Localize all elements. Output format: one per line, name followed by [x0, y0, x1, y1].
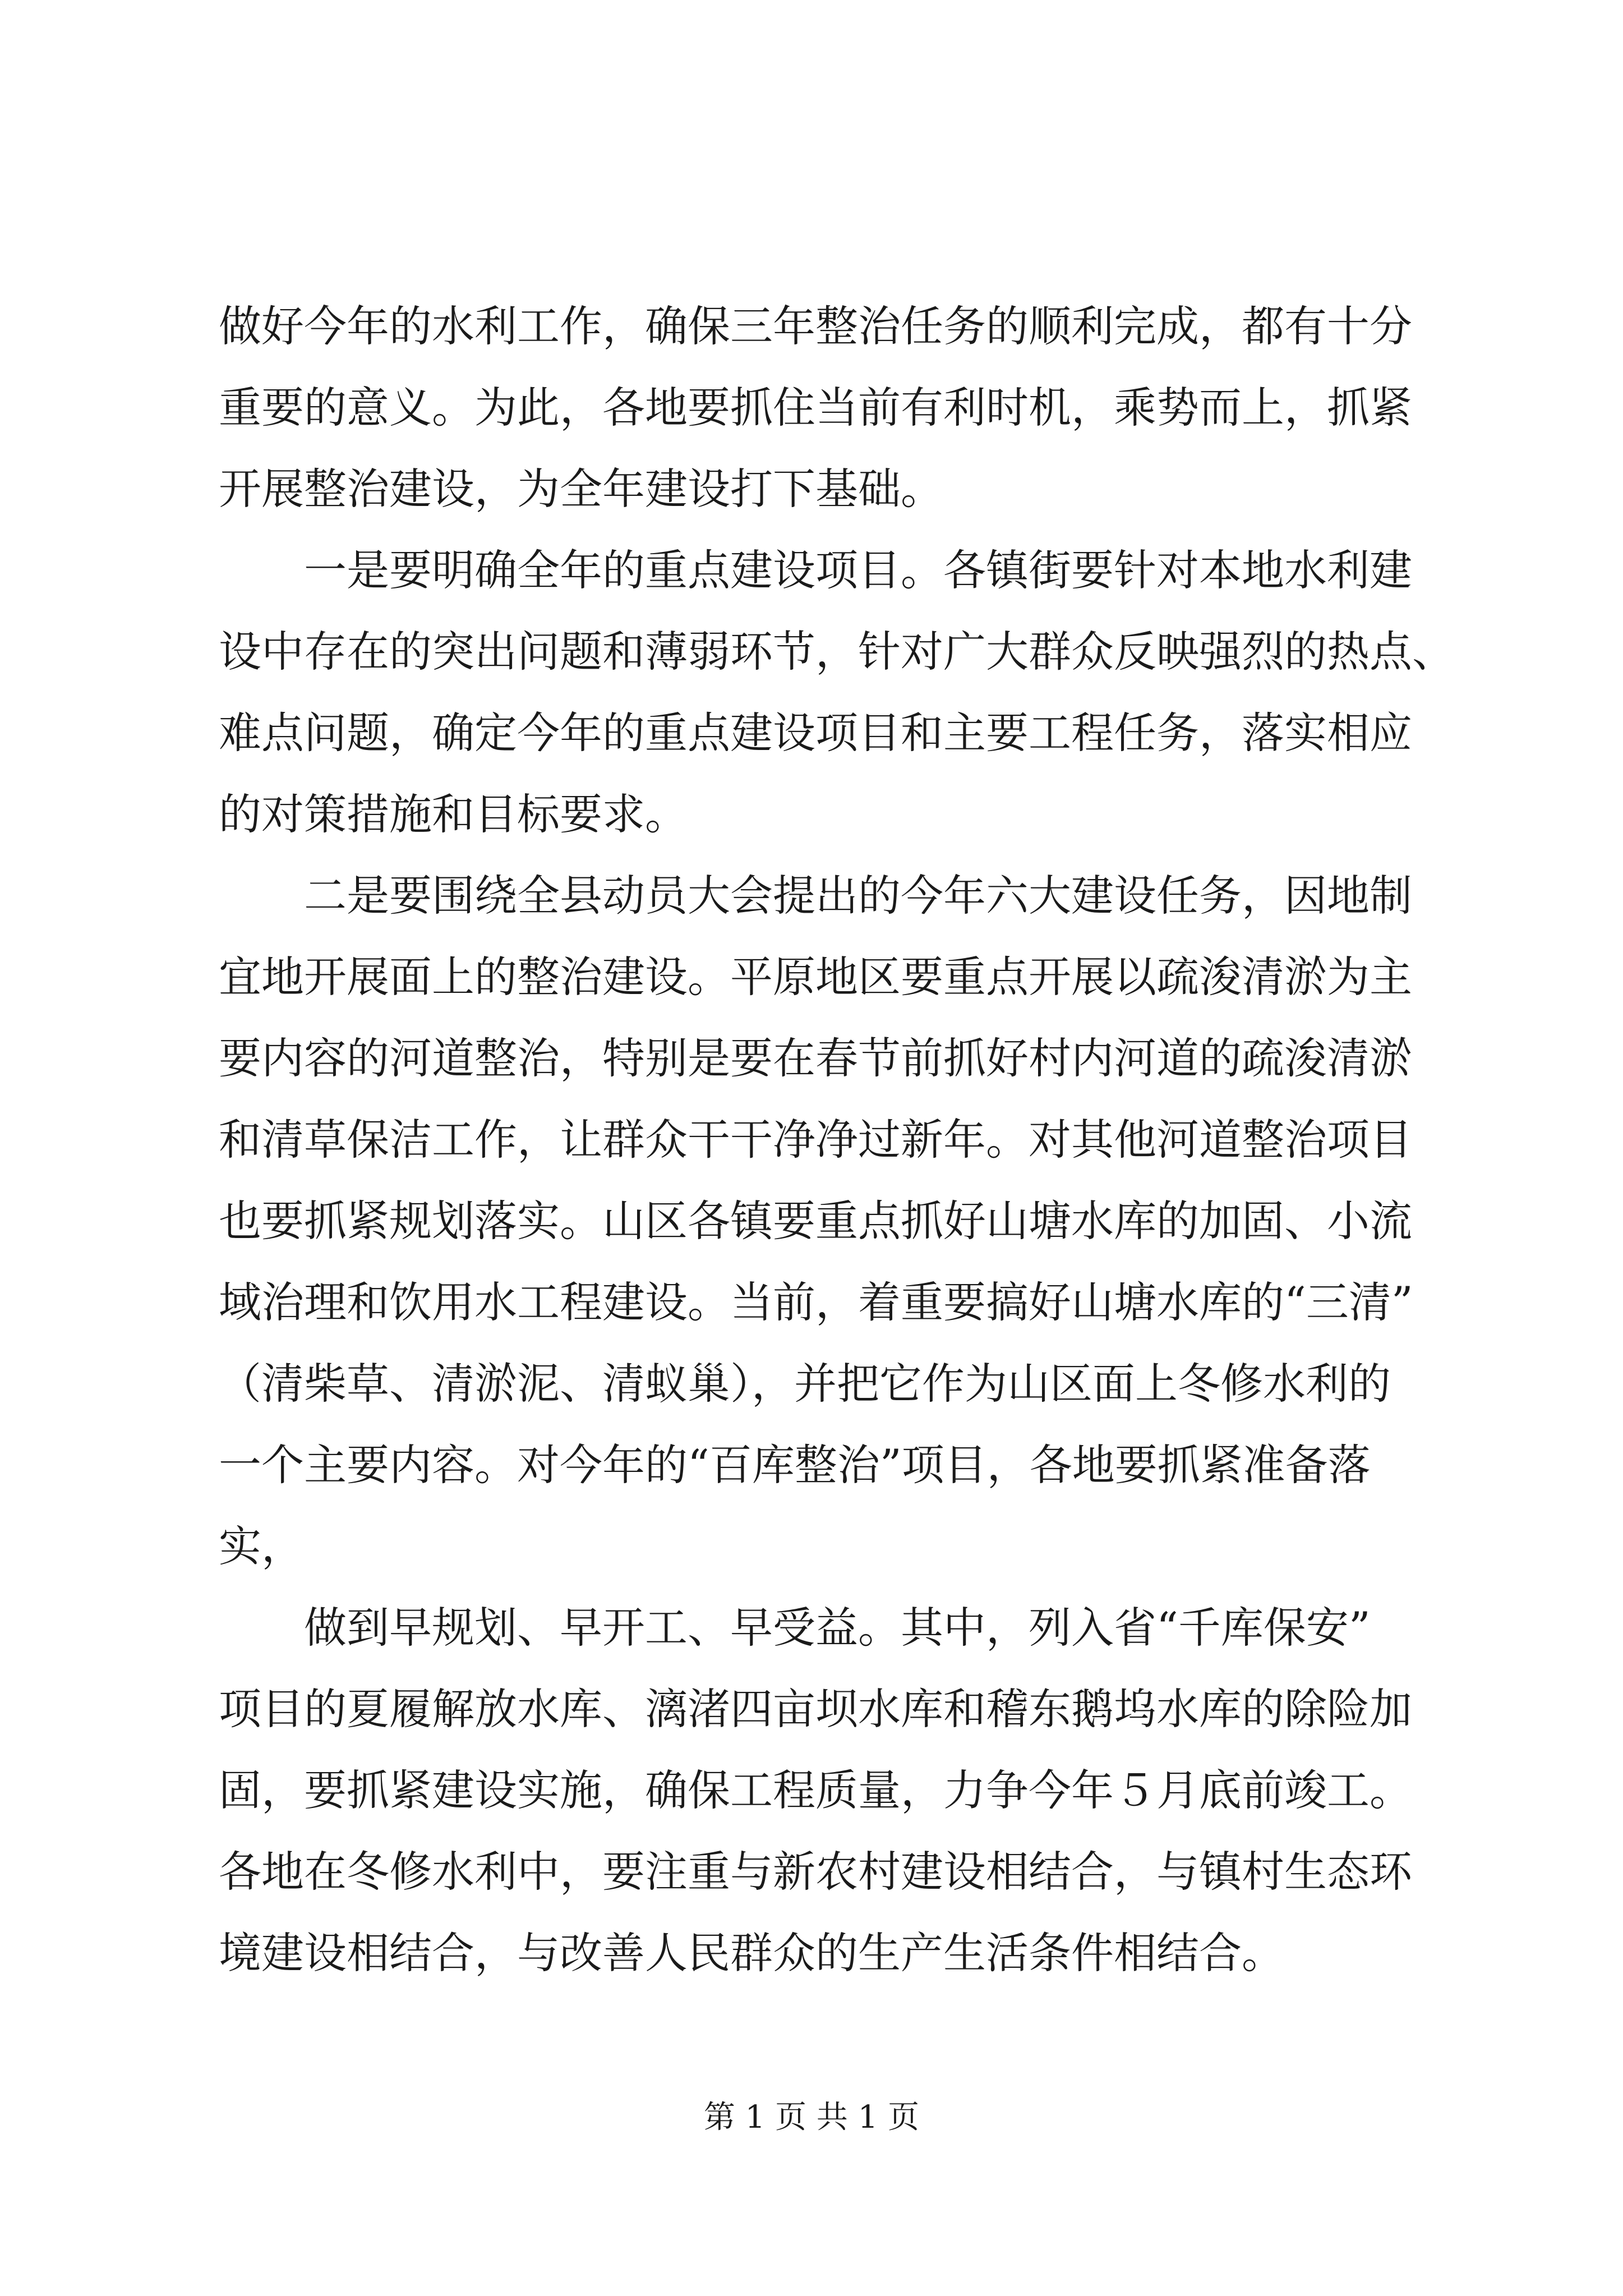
- body-line-15: 一个主要内容。对今年的“百库整治”项目，各地要抓紧准备落: [219, 1440, 1371, 1490]
- body-line-4: 一是要明确全年的重点建设项目。各镇街要针对本地水利建: [219, 545, 1412, 595]
- body-line-8: 二是要围绕全县动员大会提出的今年六大建设任务，因地制: [219, 871, 1412, 921]
- body-line-21: 境建设相结合，与改善人民群众的生产生活条件相结合。: [219, 1928, 1284, 1978]
- page-number-footer: 第 1 页 共 1 页: [703, 2099, 920, 2136]
- body-line-3: 开展整治建设，为全年建设打下基础。: [219, 464, 943, 514]
- body-line-13: 域治理和饮用水工程建设。当前，着重要搞好山塘水库的“三清”: [219, 1277, 1413, 1327]
- body-line-6: 难点问题，确定今年的重点建设项目和主要工程任务，落实相应: [219, 708, 1412, 758]
- body-line-16: 实，: [219, 1521, 304, 1571]
- body-line-17: 做到早规划、早开工、早受益。其中，列入省“千库保安”: [219, 1603, 1371, 1653]
- body-line-7: 的对策措施和目标要求。: [219, 789, 688, 839]
- body-line-18: 项目的夏履解放水库、漓渚四亩坝水库和稽东鹅坞水库的除险加: [219, 1684, 1412, 1734]
- body-line-10: 要内容的河道整治，特别是要在春节前抓好村内河道的疏浚清淤: [219, 1033, 1412, 1083]
- body-line-9: 宜地开展面上的整治建设。平原地区要重点开展以疏浚清淤为主: [219, 952, 1412, 1002]
- body-line-2: 重要的意义。为此，各地要抓住当前有利时机，乘势而上，抓紧: [219, 383, 1412, 432]
- body-line-19: 固，要抓紧建设实施，确保工程质量，力争今年５月底前竣工。: [219, 1765, 1412, 1815]
- body-line-5: 设中存在的突出问题和薄弱环节，针对广大群众反映强烈的热点、: [219, 627, 1455, 677]
- body-line-20: 各地在冬修水利中，要注重与新农村建设相结合，与镇村生态环: [219, 1847, 1412, 1897]
- body-line-14: （清柴草、清淤泥、清蚁巢），并把它作为山区面上冬修水利的: [219, 1359, 1391, 1409]
- body-line-12: 也要抓紧规划落实。山区各镇要重点抓好山塘水库的加固、小流: [219, 1196, 1412, 1246]
- body-line-11: 和清草保洁工作，让群众干干净净过新年。对其他河道整治项目: [219, 1115, 1412, 1165]
- body-line-1: 做好今年的水利工作，确保三年整治任务的顺利完成，都有十分: [219, 301, 1412, 351]
